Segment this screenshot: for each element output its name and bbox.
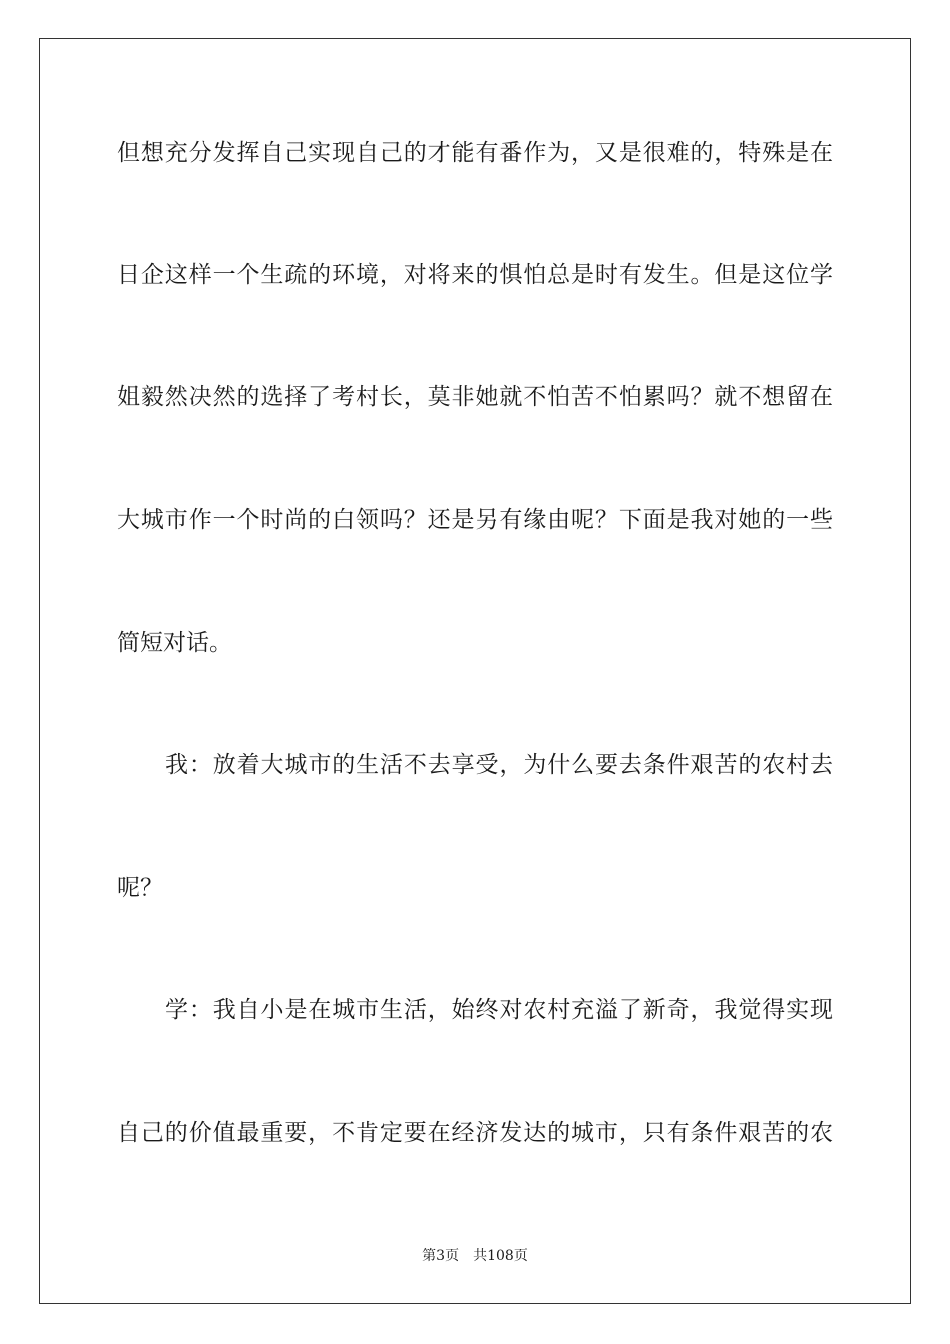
page-footer — [0, 1246, 950, 1266]
text-line-6: 我：放着大城市的生活不去享受，为什么要去条件艰苦的农村去 — [165, 752, 833, 778]
text-line-4: 大城市作一个时尚的白领吗？还是另有缘由呢？下面是我对她的一些 — [117, 507, 833, 533]
text-line-2: 日企这样一个生疏的环境，对将来的惧怕总是时有发生。但是这位学 — [117, 262, 833, 288]
text-line-9: 自己的价值最重要，不肯定要在经济发达的城市，只有条件艰苦的农 — [117, 1120, 833, 1146]
text-line-1: 但想充分发挥自己实现自己的才能有番作为，又是很难的，特殊是在 — [117, 140, 833, 166]
text-line-5: 简短对话。 — [117, 630, 232, 656]
text-line-8: 学：我自小是在城市生活，始终对农村充溢了新奇，我觉得实现 — [165, 997, 833, 1023]
total-pages: 共108页 — [473, 1248, 528, 1264]
text-line-7: 呢？ — [117, 875, 163, 901]
page-number: 第3页 — [422, 1248, 460, 1264]
page-frame — [39, 38, 911, 1304]
text-line-3: 姐毅然决然的选择了考村长，莫非她就不怕苦不怕累吗？就不想留在 — [117, 384, 833, 410]
